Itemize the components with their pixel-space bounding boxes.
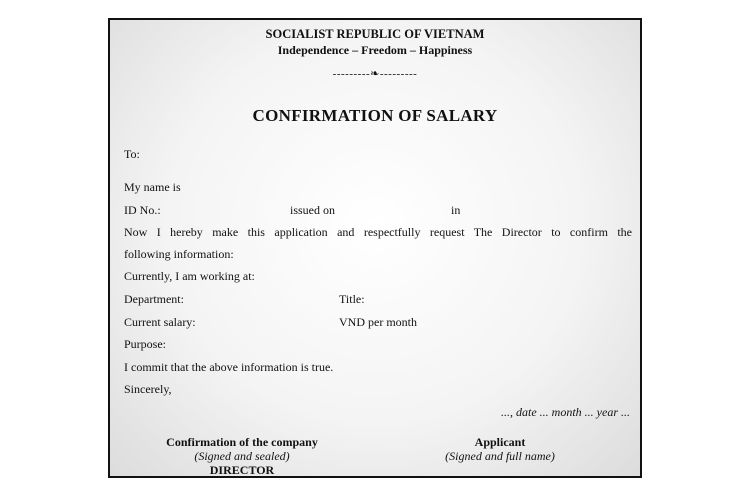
commitment-statement: I commit that the above information is true. [124,360,334,374]
request-line-2: following information: [124,247,234,261]
purpose-label: Purpose: [124,337,166,351]
director-label: DIRECTOR [209,463,275,477]
document-title: CONFIRMATION OF SALARY [252,106,498,125]
company-signature-block [130,435,354,477]
workplace-label: Currently, I am working at: [124,269,255,283]
salary-unit-label: VND per month [339,315,417,329]
company-signature-heading: Confirmation of the company [166,435,318,449]
salary-confirmation-form [108,18,642,478]
department-label: Department: [124,292,184,306]
national-motto: Independence – Freedom – Happiness [277,43,473,57]
job-title-label: Title: [339,292,365,306]
applicant-signature-block [420,435,580,463]
ornament-divider: ---------❧--------- [332,68,418,80]
applicant-signature-note: (Signed and full name) [445,449,555,463]
closing-sincerely: Sincerely, [124,382,172,396]
to-label: To: [124,147,140,161]
name-label: My name is [124,180,181,194]
date-line: ..., date ... month ... year ... [501,405,630,419]
applicant-signature-heading: Applicant [474,435,526,449]
issued-on-label: issued on [290,203,335,217]
id-number-label: ID No.: [124,203,161,217]
current-salary-label: Current salary: [124,315,196,329]
country-name: SOCIALIST REPUBLIC OF VIETNAM [265,27,485,41]
issued-in-label: in [451,203,461,217]
company-signature-note: (Signed and sealed) [194,449,290,463]
request-line-1: Now I hereby make this application and respectfully request The Director to confirm the [124,225,632,239]
